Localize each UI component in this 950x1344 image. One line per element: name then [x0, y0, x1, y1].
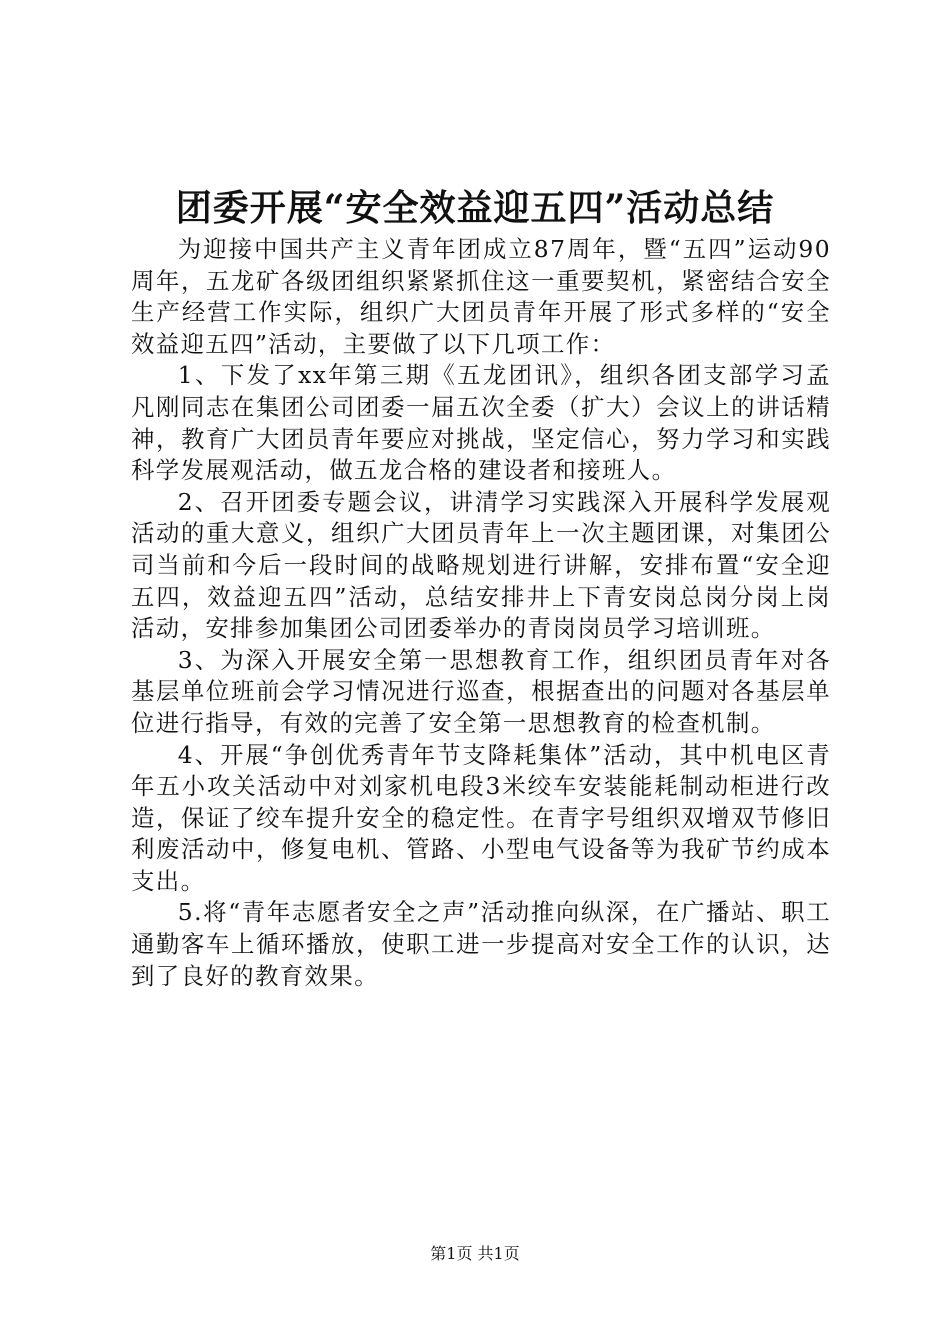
item-paragraph-5: 5.将“青年志愿者安全之声”活动推向纵深，在广播站、职工通勤客车上循环播放，使职工进一步提高对安全工作的认识，达到了良好的教育效果。 — [131, 898, 831, 990]
document-title: 团委开展“安全效益迎五四”活动总结 — [175, 187, 775, 229]
document-body — [131, 234, 831, 992]
page-number-footer: 第1页 共1页 — [430, 1244, 520, 1263]
item-paragraph-2: 2、召开团委专题会议，讲清学习实践深入开展科学发展观活动的重大意义，组织广大团员青年上一次主题团课，对集团公司当前和今后一段时间的战略规划进行讲解，安排布置“安全迎五四，效益迎五四”活动，总结安排井上下青安岗总岗分岗上岗活动，安排参加集团公司团委举办的青岗岗员学习培训班。 — [131, 487, 831, 643]
item-paragraph-1: 1、下发了xx年第三期《五龙团讯》，组织各团支部学习孟凡刚同志在集团公司团委一届五次全委（扩大）会议上的讲话精神，教育广大团员青年要应对挑战，坚定信心，努力学习和实践科学发展观活动，做五龙合格的建设者和接班人。 — [131, 361, 831, 485]
intro-paragraph: 为迎接中国共产主义青年团成立87周年，暨“五四”运动90周年，五龙矿各级团组织紧紧抓住这一重要契机，紧密结合安全生产经营工作实际，组织广大团员青年开展了形式多样的“安全效益迎五四”活动，主要做了以下几项工作： — [131, 235, 831, 358]
item-paragraph-4: 4、开展“争创优秀青年节支降耗集体”活动，其中机电区青年五小攻关活动中对刘家机电段3米绞车安装能耗制动柜进行改造，保证了绞车提升安全的稳定性。在青字号组织双增双节修旧利废活动中，修复电机、管路、小型电气设备等为我矿节约成本支出。 — [131, 740, 831, 895]
item-paragraph-3: 3、为深入开展安全第一思想教育工作，组织团员青年对各基层单位班前会学习情况进行巡查，根据查出的问题对各基层单位进行指导，有效的完善了安全第一思想教育的检查机制。 — [131, 645, 831, 737]
